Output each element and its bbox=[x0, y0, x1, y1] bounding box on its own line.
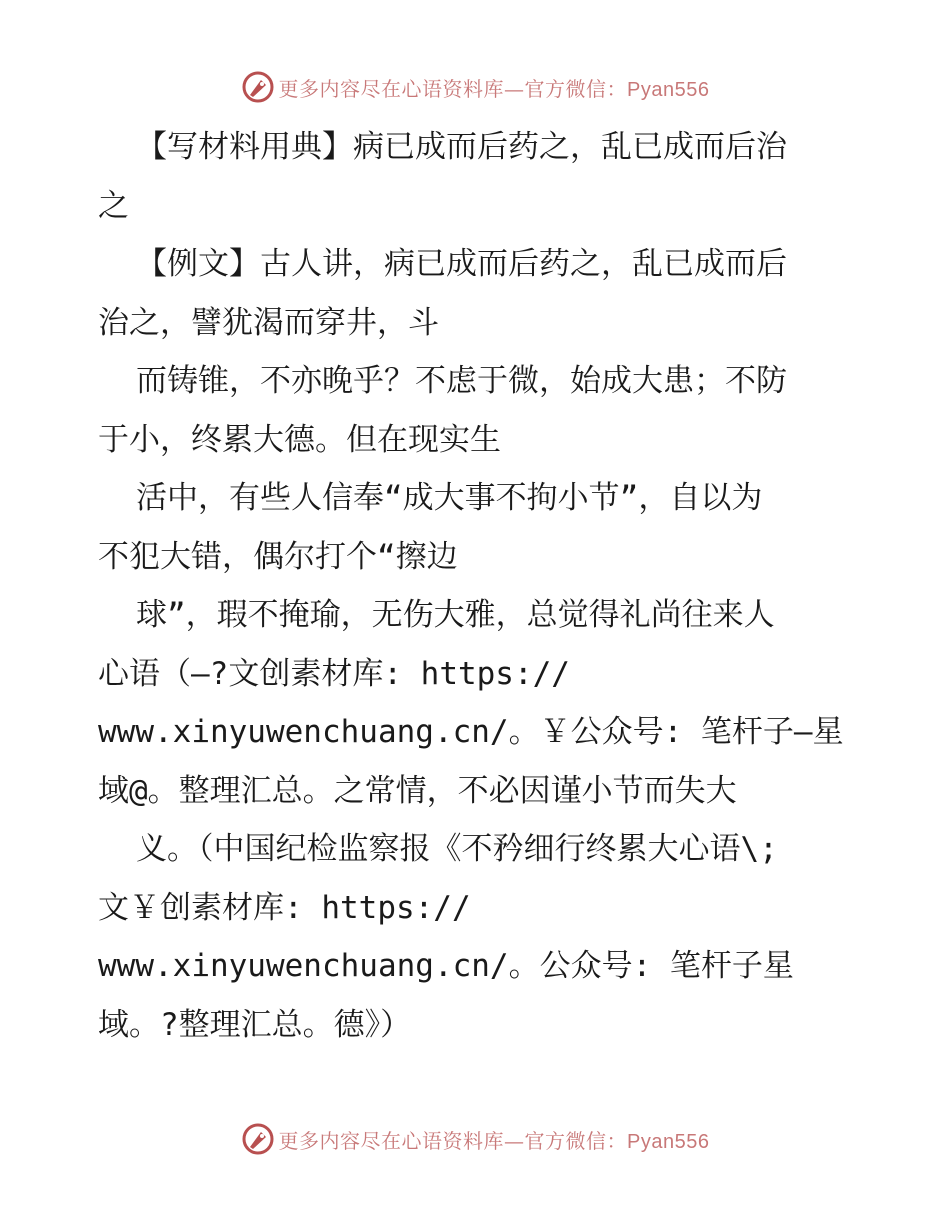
pen-nib-logo-icon bbox=[241, 1122, 275, 1156]
text-line: 文￥创素材库: https:// bbox=[98, 889, 471, 926]
text-line: 治之，譬犹渴而穿井，斗 bbox=[98, 304, 439, 341]
text-line: 活中，有些人信奉“成大事不拘小节”，自以为 bbox=[136, 480, 763, 516]
text-line: 之 bbox=[98, 187, 129, 224]
text-line: 域@。整理汇总。之常情，不必因谨小节而失大 bbox=[98, 772, 737, 809]
text-line: 不犯大错，偶尔打个“擦边 bbox=[98, 538, 458, 575]
header-banner bbox=[0, 70, 950, 104]
pen-nib-logo-icon bbox=[241, 70, 275, 104]
footer-wechat-id: Pyan556 bbox=[627, 1130, 710, 1153]
text-line: 【例文】古人讲，病已成而后药之，乱已成而后 bbox=[136, 246, 787, 282]
text-line: www.xinyuwenchuang.cn/。公众号: 笔杆子星 bbox=[98, 948, 794, 984]
footer-banner bbox=[0, 1122, 950, 1156]
text-line: 【写材料用典】病已成而后药之，乱已成而后治 bbox=[136, 129, 787, 165]
text-line: 于小，终累大德。但在现实生 bbox=[98, 421, 501, 458]
header-banner-text: 更多内容尽在心语资料库—官方微信：Pyan556 bbox=[278, 76, 710, 101]
text-line: 心语（—?文创素材库: https:// bbox=[98, 655, 570, 692]
text-line: www.xinyuwenchuang.cn/。￥公众号: 笔杆子—星 bbox=[98, 714, 844, 750]
text-line: 域。?整理汇总。德》） bbox=[98, 1006, 412, 1043]
text-line: 球”，瑕不掩瑜，无伤大雅，总觉得礼尚往来人 bbox=[136, 597, 775, 633]
footer-banner-text: 更多内容尽在心语资料库—官方微信：Pyan556 bbox=[278, 1128, 710, 1153]
header-wechat-id: Pyan556 bbox=[627, 78, 710, 101]
text-line: 而铸锥，不亦晚乎？不虑于微，始成大患；不防 bbox=[136, 363, 787, 399]
text-line: 义。（中国纪检监察报《不矜细行终累大心语\; bbox=[136, 831, 778, 867]
document-body bbox=[98, 118, 858, 1054]
